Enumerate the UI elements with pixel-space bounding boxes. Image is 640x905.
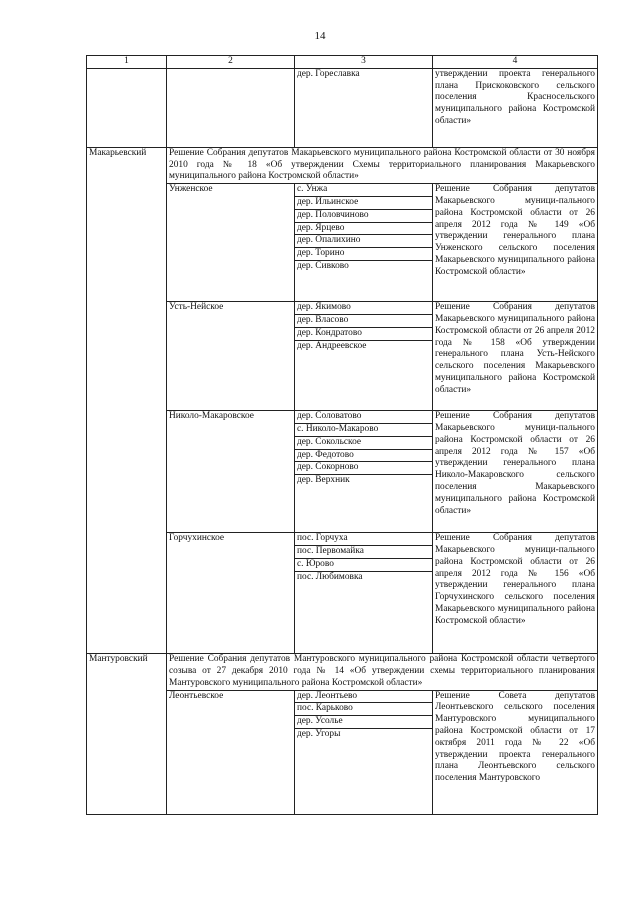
settlement-item: дер. Половчиново — [295, 209, 432, 222]
settlement-item: дер. Андреевское — [297, 340, 367, 351]
settlement-item: дер. Угоры — [297, 728, 341, 739]
settlement-item: с. Юрово — [295, 558, 432, 571]
settlement-item: дер. Ярцево — [295, 222, 432, 235]
district-name: Мантуровский — [87, 654, 167, 814]
district-decision: Решение Собрания депутатов Макарьевского муниципального района Костромской области от 30 ноября 2010 года № 18 «Об утверждении Схемы территориального планирования Макарьевского муниципального района Костромской области» — [167, 147, 598, 183]
continuation-row — [87, 68, 598, 147]
settlement-item: дер. Якимово — [295, 302, 432, 314]
district-row — [87, 147, 598, 183]
settlement-item: дер. Сивково — [297, 260, 349, 271]
settlement-item: пос. Карьково — [295, 703, 432, 716]
district-row — [87, 654, 598, 690]
document-cell: Решение Собрания депутатов Макарьевского муниципального района Костромской области от 26 апреля 2012 года № 158 «Об утверждении генерального плана Усть-Нейского сельского поселения Макарьевского муниципального района Костромской области» — [433, 302, 598, 411]
header-cell: 2 — [167, 56, 295, 69]
municipality-name: Горчухинское — [167, 533, 295, 654]
document-cell: Решение Собрания депутатов Макарьевского муници-пального района Костромской области от 26 апреля 2012 года № 149 «Об утверждении генерального плана Унженского сельского поселения Макарьевского муниципального района Костромской области» — [433, 184, 598, 302]
settlement-item: дер. Опалихино — [295, 235, 432, 248]
settlement-item: дер. Соловатово — [295, 411, 432, 423]
document-cell: Решение Собрания депутатов Макарьевского муници-пального района Костромской области от 26 апреля 2012 года № 157 «Об утверждении генерального плана Николо-Макаровского сельского поселения Макарьевского муниципального района Костромской области» — [433, 411, 598, 533]
settlement-item: пос. Любимовка — [297, 571, 363, 582]
settlement-item: дер. Ильинское — [295, 196, 432, 209]
settlement-item: пос. Первомайка — [295, 545, 432, 558]
settlement-item: дер. Сокольское — [295, 436, 432, 449]
header-cell: 1 — [87, 56, 167, 69]
settlement-item: дер. Сокорново — [295, 462, 432, 475]
district-decision: Решение Собрания депутатов Мантуровского муниципального района Костромской области четвертого созыва от 27 декабря 2010 года № 14 «Об утверждении схемы территориального планирования Мантуровского муниципального района Костромской области» — [167, 654, 598, 690]
settlement-item: дер. Власово — [295, 314, 432, 327]
header-cell: 4 — [433, 56, 598, 69]
municipality-name: Унженское — [167, 184, 295, 302]
settlement-list — [295, 184, 433, 302]
municipality-name: Усть-Нейское — [167, 302, 295, 411]
document-cell: Решение Совета депутатов Леонтьевского сельского поселения Мантуровского муниципального района Костромской области от 17 октября 2011 года № 22 «Об утверждении проекта генерального плана Леонтьевского сельского поселения Мантуровского — [433, 690, 598, 814]
page-number: 14 — [314, 30, 326, 42]
settlement-list — [295, 690, 433, 814]
municipality-name: Леонтьевское — [167, 690, 295, 814]
district-cell — [87, 68, 167, 147]
document-cell: Решение Собрания депутатов Макарьевского муници-пального района Костромской области от 26 апреля 2012 года № 156 «Об утверждении генерального плана Горчухинского сельского поселения Макарьевского муниципального района Костромской области» — [433, 533, 598, 654]
settlement-item: пос. Горчуха — [295, 533, 432, 545]
settlement-list — [295, 533, 433, 654]
header-row — [87, 56, 598, 69]
settlement-item: дер. Верхник — [297, 475, 350, 486]
municipality-name: Николо-Макаровское — [167, 411, 295, 533]
document-cell: утверждении проекта генерального плана Прискоковского сельского поселения Красносельского муниципального района Костромской области» — [433, 68, 598, 147]
settlement-item: с. Унжа — [295, 184, 432, 196]
settlement-list — [295, 411, 433, 533]
settlement-item: дер. Кондратово — [295, 327, 432, 340]
settlement-list — [295, 302, 433, 411]
settlement-item: дер. Федотово — [295, 449, 432, 462]
settlement-item: дер. Усолье — [295, 716, 432, 729]
header-cell: 3 — [295, 56, 433, 69]
district-name: Макарьевский — [87, 147, 167, 653]
settlement-item: дер. Леонтьево — [295, 691, 432, 703]
settlement-cell: дер. Гореславка — [295, 68, 433, 147]
settlements-table — [86, 55, 598, 815]
settlement-item: дер. Торино — [295, 248, 432, 261]
settlement-item: с. Николо-Макарово — [295, 423, 432, 436]
municipality-cell — [167, 68, 295, 147]
